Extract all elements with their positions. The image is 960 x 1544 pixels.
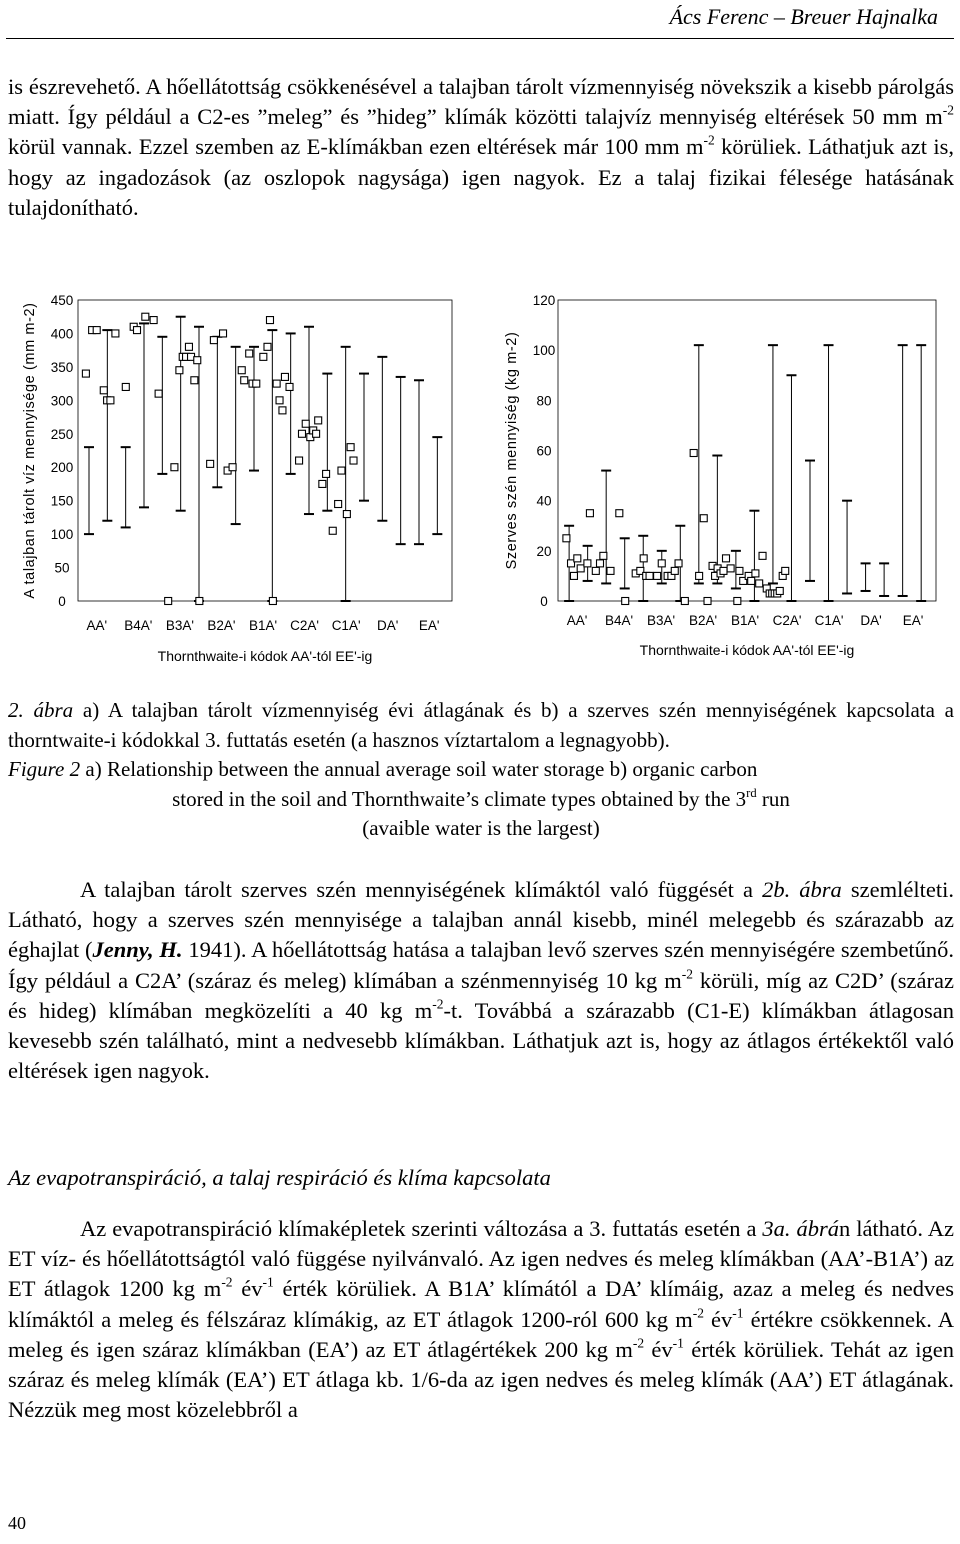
chart-a-data-point [329,527,336,534]
chart-b-data-point [646,572,653,579]
paragraph-1 [8,72,954,223]
chart-b-y-axis-label: Szerves szén mennyiség (kg m-2) [504,331,520,570]
chart-b-data-point [690,450,697,457]
chart-a-ytick-label: 200 [50,460,74,476]
p2-text-e: -t. Továbbá a szárazabb (C1-E) klímákban átlagosan kevesebb szén található, mint a nedvesebb klímákban. Láthatjuk azt is, hogy az átlagos értékektől való eltérések igen nagyok. [8,997,955,1084]
chart-b-data-point [622,598,629,605]
chart-b-ytick-label: 20 [536,543,552,559]
chart-a-category-label: AA' [86,618,108,633]
chart-b-data-point [748,577,755,584]
chart-a-data-point [313,430,320,437]
chart-b-data-point [584,560,591,567]
chart-a-data-point [302,420,309,427]
chart-b-data-point [720,567,727,574]
p2-figure-ref: 2b. ábra [762,877,842,902]
chart-b-category-label: C2A' [772,613,802,628]
chart-a-ytick-label: 100 [50,527,74,543]
chart-b-data-point [681,598,688,605]
chart-a-data-point [319,480,326,487]
chart-b-data-point [734,598,741,605]
chart-b-category-label: EA' [902,613,924,628]
chart-a-data-point [335,501,342,508]
chart-b-data-point [696,572,703,579]
p3-text-b: n látható. Az ET víz- és hőellátottságtól való függése nyilvánvaló. Az igen nedves és meleg klímákban (AA’-B1A’) az ET átlagok 1200 kg m [8,1216,954,1302]
p3-sup-6: -1 [672,1335,684,1351]
chart-a-data-point [150,317,157,324]
p3-text-d: értékre csökkennek. A meleg és igen száraz klímákban (EA’) az ET átlagértékek 200 kg m [8,1306,954,1362]
chart-a-ytick-label: 0 [58,594,66,609]
caption-en-sup: rd [746,785,757,800]
chart-b-data-point [671,567,678,574]
chart-a-x-axis-label: Thornthwaite-i kódok AA'-tól EE'-ig [157,648,373,664]
chart-b-category-label: AA' [566,613,588,628]
paragraph-3 [8,1214,954,1425]
chart-a-data-point [276,397,283,404]
chart-b-data-point [640,555,647,562]
chart-a-category-label: B2A' [207,618,236,633]
chart-a-data-point [165,598,172,605]
chart-b-data-point [704,598,711,605]
chart-a-data-point [229,464,236,471]
p2-sup-1: -2 [681,966,693,982]
p1-sup-1: -2 [942,102,954,118]
p2-text-c: 1941). A hőellátottság hatása a talajban levő szerves szén mennyiségére szembetűnő. Így például a C2A’ (száraz és meleg) klímában a szénmennyiség 10 kg m [8,937,954,993]
caption-en-text-2a: stored in the soil and Thornthwaite’s climate types obtained by the 3 [172,786,747,811]
chart-b-data-point [658,560,665,567]
caption-en-text-1: a) Relationship between the annual average soil water storage b) organic carbon [85,757,758,781]
chart-b-category-label: B2A' [688,613,718,628]
chart-b-data-point [675,560,682,567]
p2-text-b: szemlélteti. Látható, hogy a szerves szén mennyisége a talajban annál kisebb, minél melegebb és szárazabb az éghajlat ( [8,877,954,963]
chart-b-ytick-label: 100 [532,343,556,359]
running-header: Ács Ferenc – Breuer Hajnalka [669,4,938,29]
chart-a-data-point [350,457,357,464]
p3-text-a: Az evapotranspiráció klímaképletek szerinti változása a 3. futtatás esetén a [80,1216,763,1241]
chart-b-category-label: C1A' [814,613,844,628]
chart-a-data-point [343,511,350,518]
chart-b-data-point [700,515,707,522]
figure-caption-hu [8,696,954,755]
chart-a-data-point [93,327,100,334]
chart-b-ytick-label: 120 [532,293,556,308]
chart-a-data-point [196,598,203,605]
chart-a-data-point [155,390,162,397]
chart-a-data-point [194,357,201,364]
chart-b-data-point [592,567,599,574]
chart-a-data-point [82,370,89,377]
p3-sup-4: -1 [732,1305,744,1321]
p2-text-a: A talajban tárolt szerves szén mennyiségének klímáktól való függését a [80,877,763,902]
chart-a-data-point [134,327,141,334]
chart-b-data-point [563,535,570,542]
chart-b-data-point [607,567,614,574]
chart-a-data-point [296,457,303,464]
chart-a-ytick-label: 250 [50,426,74,442]
chart-b-category-label: DA' [860,613,882,628]
chart-a-data-point [279,407,286,414]
chart-b-data-point [616,510,623,517]
chart-a-category-label: DA' [376,618,399,633]
chart-b-x-axis-label: Thornthwaite-i kódok AA'-tól EE'-ig [639,642,855,658]
chart-a-data-point [207,460,214,467]
chart-b-data-point [574,555,581,562]
caption-en-line-2 [8,785,954,815]
chart-a-ytick-label: 150 [50,493,74,509]
chart-a-data-point [220,330,227,337]
chart-b-category-label: B4A' [604,613,634,628]
caption-en-line-3: (avaible water is the largest) [362,816,600,840]
chart-a-ytick-label: 350 [50,359,74,375]
chart-a-y-axis-label: A talajban tárolt víz mennyisége (mm m-2) [22,302,38,599]
chart-a-category-label: C2A' [290,618,319,633]
chart-a-ytick-label: 50 [54,560,70,576]
chart-a-data-point [298,430,305,437]
caption-hu-text: a) A talajban tárolt vízmennyiség évi átlagának és b) a szerves szén mennyiségének kapcsolata a thorntwaite-i kódokkal 3. futtatás esetén (a hasznos víztartalom a legnagyobb). [8,698,954,752]
chart-b-category-label: B1A' [730,613,760,628]
caption-en-label: Figure 2 [8,757,81,781]
figure-caption-en [8,755,954,844]
chart-b-data-point [752,570,759,577]
chart-b-plot-frame [558,300,936,601]
p1-text-b: körül vannak. Ezzel szemben az E-klímákban ezen eltérések már 100 mm m [8,134,704,160]
chart-a-data-point [266,317,273,324]
p2-text-d: körüli, míg az C2D’ (száraz és hideg) klímában megközelíti a 40 kg m [8,967,954,1023]
p1-text-a: is észrevehető. A hőellátottság csökkenésével a talajban tárolt vízmennyiség növekszik a kisebb párolgás miatt. Így például a C2-es ”meleg” és ”hideg” klímák közötti talajvíz mennyiség eltérések 50 mm m [8,74,954,130]
chart-a-data-point [269,598,276,605]
p3-sup-5: -2 [632,1335,645,1351]
chart-a-data-point [171,464,178,471]
chart-a-data-point [142,313,149,320]
section-title: Az evapotranspiráció, a talaj respiráció és klíma kapcsolata [8,1165,551,1190]
chart-a-data-point [241,377,248,384]
chart-a-category-label: B1A' [248,618,278,633]
p2-author: Jenny, H. [92,937,183,963]
caption-hu-label: 2. ábra [8,698,74,722]
chart-b-data-point [727,565,734,572]
p1-text-c: körüliek. Láthatjuk azt is, hogy az ingadozások (az oszlopok nagysága) igen nagyok. Ez a talaj fizikai félesége hatásának tulajdonítható. [8,134,955,220]
chart-a-data-point [281,373,288,380]
chart-a-data-point [315,417,322,424]
chart-b-data-point [756,580,763,587]
caption-en-line-1 [8,755,954,785]
chart-a-ytick-label: 400 [50,326,74,342]
p3-sup-3: -2 [692,1305,704,1321]
chart-b-data-point [723,555,730,562]
p3-space-2: év [703,1306,733,1332]
p3-space-3: év [644,1336,673,1362]
p3-text-c: érték körüliek. A B1A’ klímától a DA’ klímáig, azaz a meleg és nedves klímáktól a meleg és félszáraz klímákig, az ET átlagok 1200-ról 600 kg m [8,1276,954,1332]
chart-a-data-point [264,343,271,350]
chart-b-ytick-label: 60 [536,443,552,459]
chart-a-data-point [238,367,245,374]
chart-a-data-point [107,397,114,404]
page-number: 40 [8,1513,26,1533]
p2-sup-2: -2 [432,996,444,1012]
chart-a-category-label: C1A' [331,618,361,633]
chart-b-data-point [597,560,604,567]
chart-a-category-label: EA' [418,618,440,633]
p3-sup-1: -2 [221,1274,233,1290]
p3-space-1: év [232,1276,263,1302]
p3-text-e: érték körüliek. Tehát az igen száraz és meleg klímák (EA’) ET átlaga kb. 1/6-da az igen nedves és meleg klímák (AA’) ET átlagának. Nézzük meg most közelebbről a [8,1336,954,1423]
chart-a-data-point [246,350,253,357]
paragraph-2 [8,875,954,1086]
header-rule [6,38,954,39]
caption-en-text-2b: run [756,786,790,811]
chart-b-data-point [654,572,661,579]
chart-a-data-point [323,470,330,477]
chart-a-data-point [112,330,119,337]
chart-b-data-point [776,587,783,594]
chart-a-category-label: B3A' [165,618,194,633]
chart-a-data-point [286,383,293,390]
chart-a-data-point [122,383,129,390]
chart-a-data-point [273,380,280,387]
chart-a-data-point [338,467,345,474]
chart-b-ytick-label: 80 [536,393,552,409]
chart-b-data-point [570,572,577,579]
chart-b-data-point [759,552,766,559]
chart-b-data-point [577,565,584,572]
chart-a-category-label: B4A' [124,618,153,633]
p3-sup-2: -1 [262,1274,274,1290]
chart-a-ytick-label: 450 [50,293,74,308]
chart-b-organic-carbon [486,285,960,670]
chart-a-data-point [185,343,192,350]
chart-b-data-point [586,510,593,517]
p3-figure-ref: 3a. ábrá [762,1216,839,1241]
chart-b-data-point [736,567,743,574]
chart-b-category-label: B3A' [646,613,676,628]
chart-a-data-point [260,353,267,360]
chart-a-data-point [191,377,198,384]
chart-a-data-point [347,444,354,451]
chart-b-ytick-label: 40 [536,493,552,509]
chart-a-data-point [100,387,107,394]
chart-a-data-point [210,337,217,344]
chart-a-data-point [253,380,260,387]
chart-b-ytick-label: 0 [540,594,548,609]
chart-a-soil-water [0,285,480,670]
p1-sup-2: -2 [703,132,715,148]
chart-b-data-point [600,552,607,559]
chart-a-ytick-label: 300 [50,393,74,409]
chart-b-data-point [782,567,789,574]
chart-a-data-point [176,367,183,374]
